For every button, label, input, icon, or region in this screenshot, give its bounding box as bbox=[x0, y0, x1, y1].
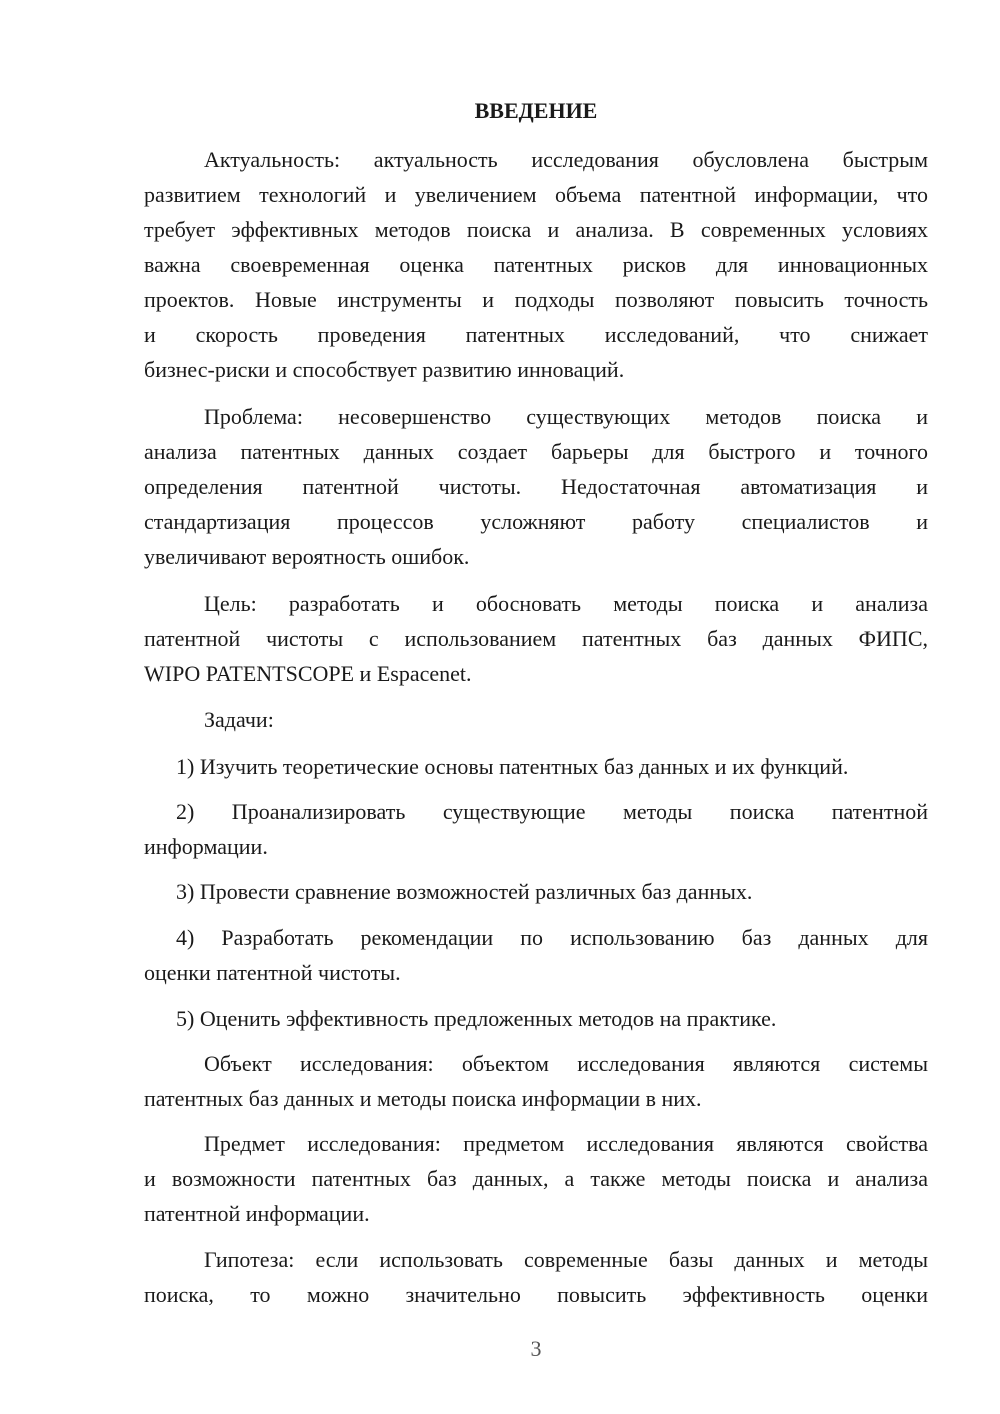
paragraph-line: развитием технологий и увеличением объема патентной информации, что bbox=[144, 182, 928, 207]
paragraph-line: Гипотеза: если использовать современные базы данных и методы bbox=[204, 1247, 928, 1272]
paragraph-line: Проблема: несовершенство существующих методов поиска и bbox=[204, 404, 928, 429]
task-item-2 bbox=[144, 794, 928, 864]
paragraph-line: патентной чистоты с использованием патентных баз данных ФИПС, bbox=[144, 626, 928, 651]
paragraph-line: Предмет исследования: предметом исследования являются свойства bbox=[204, 1131, 928, 1156]
paragraph-problem bbox=[144, 399, 928, 574]
paragraph-line: Цель: разработать и обосновать методы поиска и анализа bbox=[204, 591, 928, 616]
paragraph-relevance bbox=[144, 142, 928, 387]
task-item-4 bbox=[144, 920, 928, 990]
paragraph-line: увеличивают вероятность ошибок. bbox=[144, 544, 470, 569]
paragraph-line: Актуальность: актуальность исследования обусловлена быстрым bbox=[204, 147, 928, 172]
task-line: 5) Оценить эффективность предложенных методов на практике. bbox=[176, 1006, 777, 1031]
task-line: 4) Разработать рекомендации по использованию баз данных для bbox=[176, 925, 928, 950]
paragraph-line: WIPO PATENTSCOPE и Espacenet. bbox=[144, 661, 472, 686]
paragraph-object bbox=[144, 1046, 928, 1116]
section-title: ВВЕДЕНИЕ bbox=[474, 98, 598, 123]
paragraph-line: стандартизация процессов усложняют работу специалистов и bbox=[144, 509, 928, 534]
tasks-heading bbox=[144, 702, 928, 737]
task-item-5 bbox=[144, 1001, 928, 1036]
paragraph-line: важна своевременная оценка патентных рисков для инновационных bbox=[144, 252, 928, 277]
paragraph-line: требует эффективных методов поиска и анализа. В современных условиях bbox=[144, 217, 928, 242]
task-line: 3) Провести сравнение возможностей различных баз данных. bbox=[176, 879, 753, 904]
task-line: 1) Изучить теоретические основы патентных баз данных и их функций. bbox=[176, 754, 849, 779]
paragraph-line: анализа патентных данных создает барьеры для быстрого и точного bbox=[144, 439, 928, 464]
paragraph-line: поиска, то можно значительно повысить эффективность оценки bbox=[144, 1282, 928, 1307]
paragraph-line: бизнес-риски и способствует развитию инноваций. bbox=[144, 357, 625, 382]
task-line: 2) Проанализировать существующие методы поиска патентной bbox=[176, 799, 928, 824]
page-number: 3 bbox=[530, 1336, 542, 1361]
paragraph-line: патентной информации. bbox=[144, 1201, 370, 1226]
paragraph-line: определения патентной чистоты. Недостаточная автоматизация и bbox=[144, 474, 928, 499]
task-line: информации. bbox=[144, 834, 268, 859]
task-line: оценки патентной чистоты. bbox=[144, 960, 401, 985]
task-item-1 bbox=[144, 749, 928, 784]
paragraph-line: и возможности патентных баз данных, а также методы поиска и анализа bbox=[144, 1166, 928, 1191]
tasks-heading-text: Задачи: bbox=[204, 707, 274, 732]
paragraph-hypothesis bbox=[144, 1242, 928, 1312]
paragraph-goal bbox=[144, 586, 928, 691]
task-item-3 bbox=[144, 874, 928, 909]
paragraph-line: патентных баз данных и методы поиска информации в них. bbox=[144, 1086, 702, 1111]
paragraph-line: проектов. Новые инструменты и подходы позволяют повысить точность bbox=[144, 287, 928, 312]
paragraph-line: и скорость проведения патентных исследований, что снижает bbox=[144, 322, 928, 347]
paragraph-subject bbox=[144, 1126, 928, 1231]
paragraph-line: Объект исследования: объектом исследования являются системы bbox=[204, 1051, 928, 1076]
